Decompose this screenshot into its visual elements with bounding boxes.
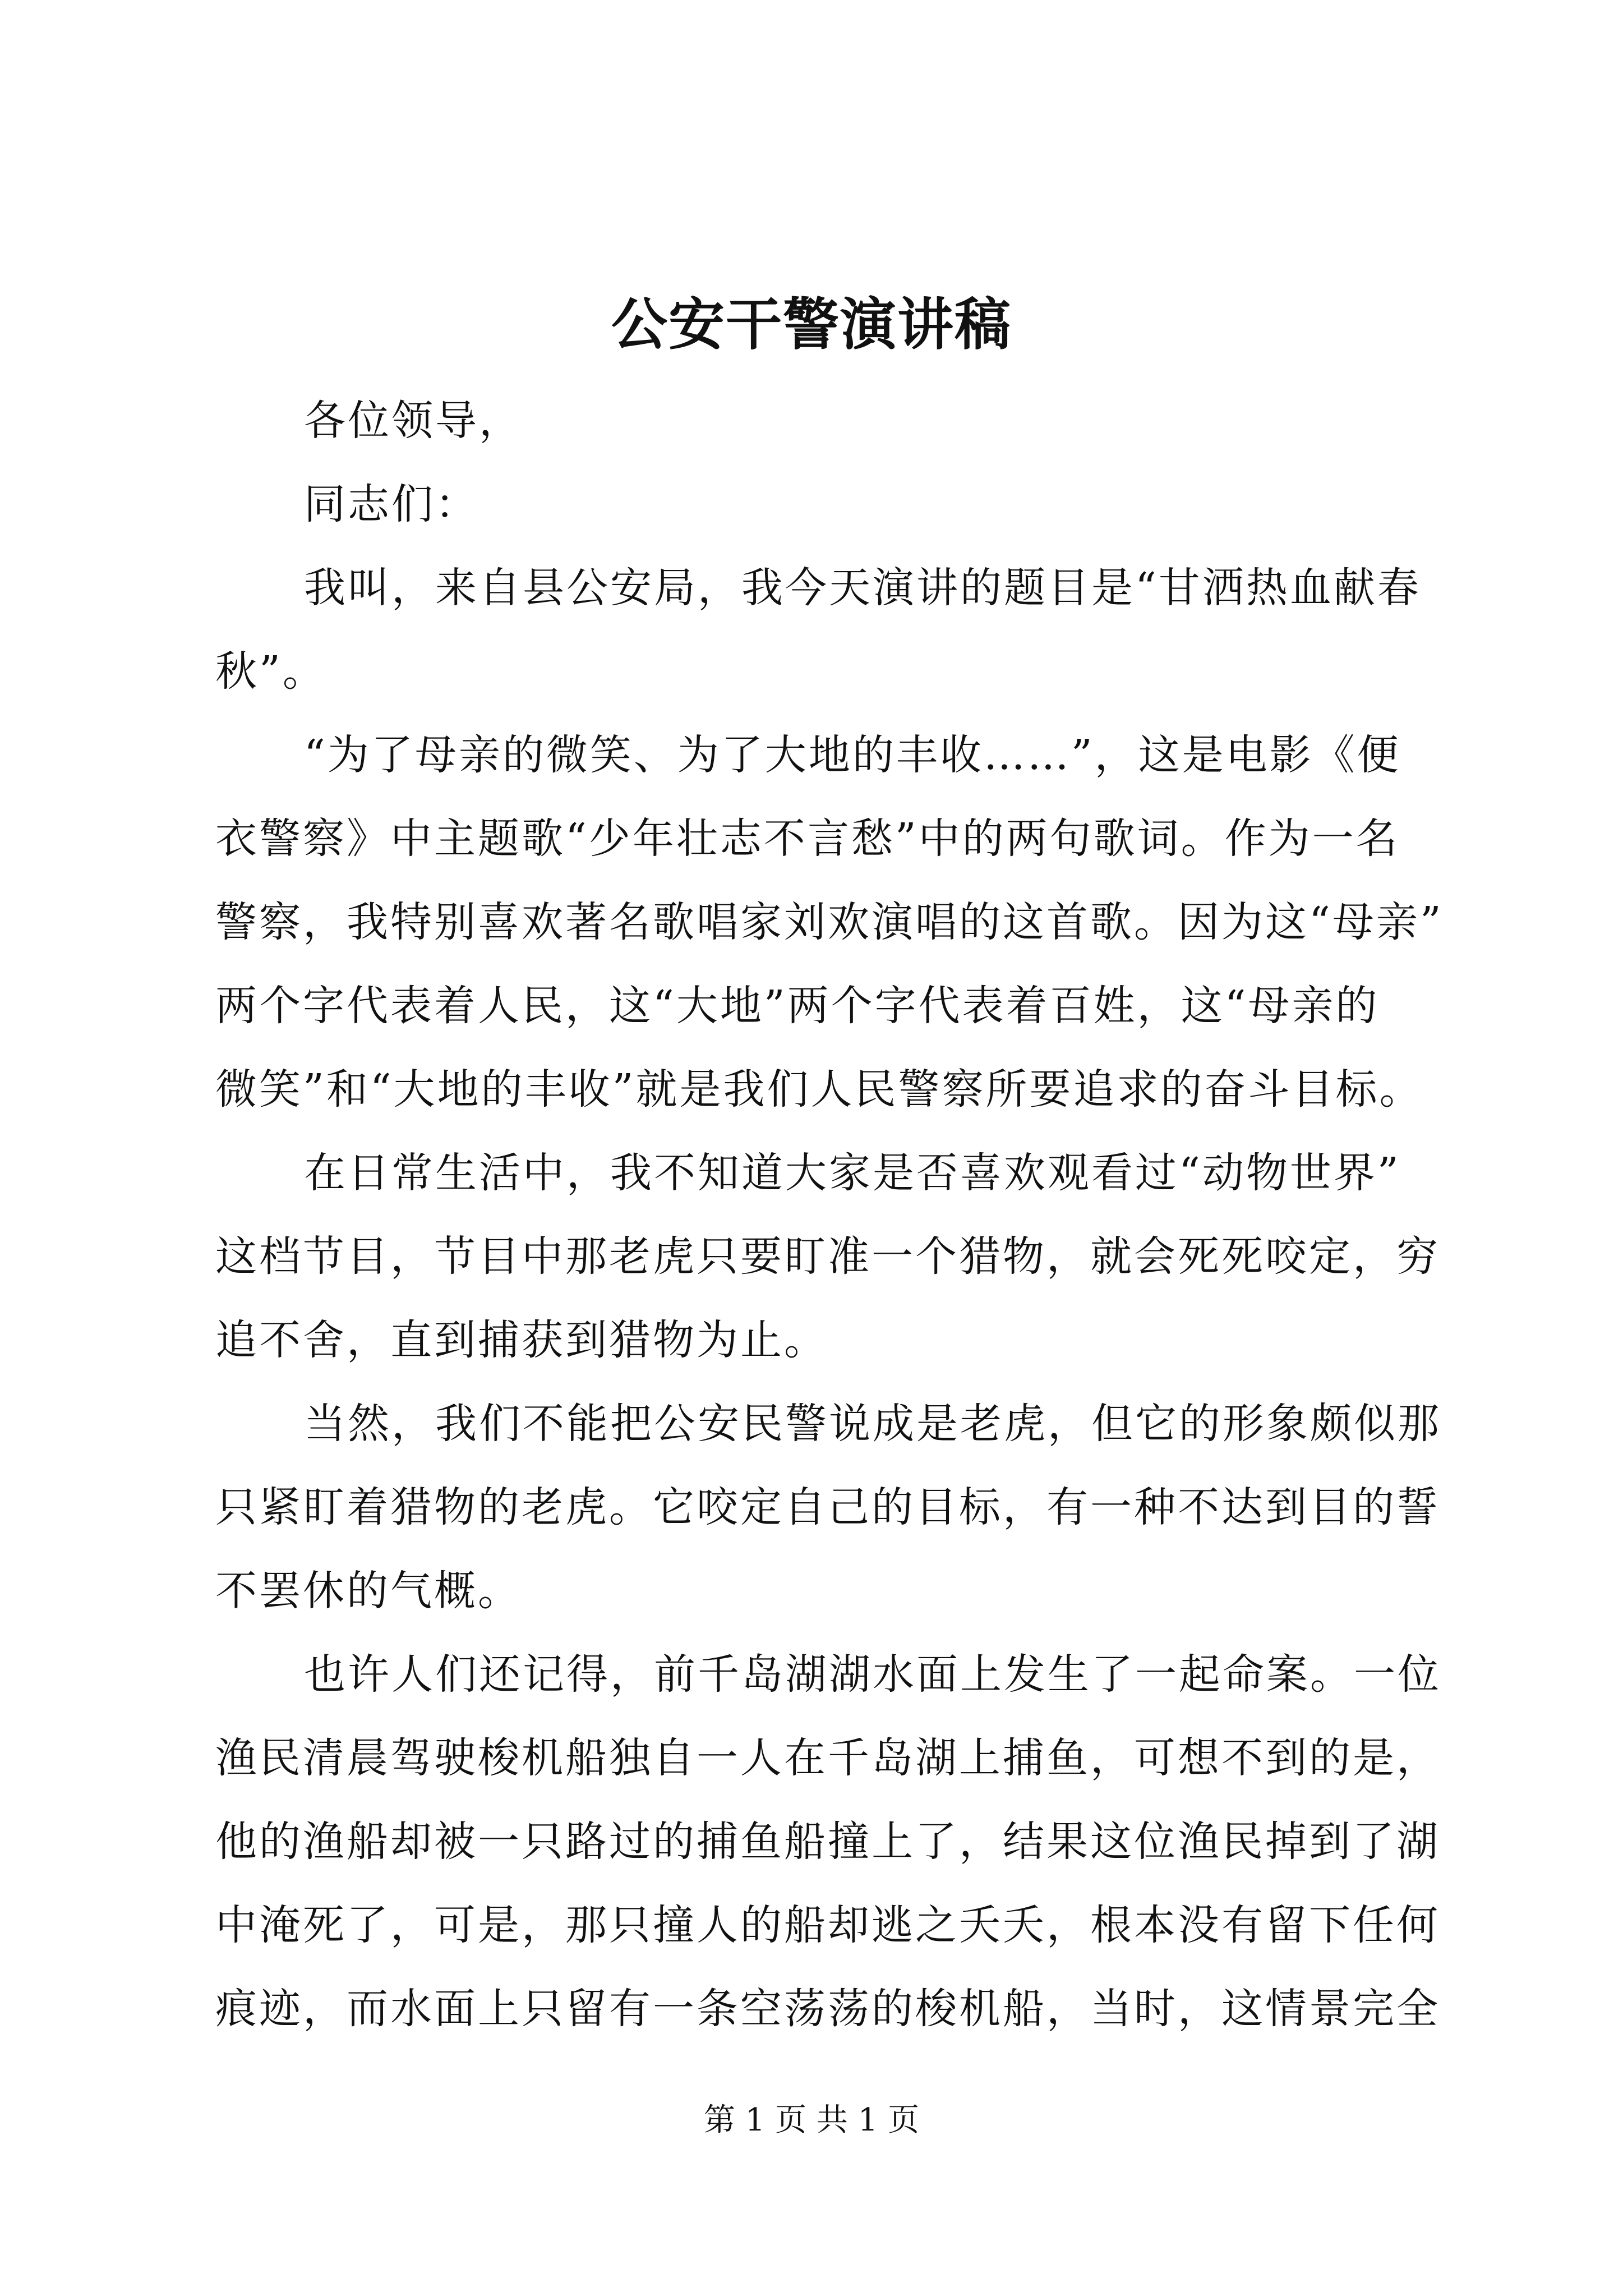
- body-line: 我叫，来自县公安局，我今天演讲的题目是“甘洒热血献春: [304, 564, 1421, 612]
- body-line: 当然，我们不能把公安民警说成是老虎，但它的形象颇似那: [304, 1400, 1441, 1448]
- body-line: 警察，我特别喜欢著名歌唱家刘欢演唱的这首歌。因为这“母亲”: [215, 898, 1444, 946]
- body-line: 两个字代表着人民，这“大地”两个字代表着百姓，这“母亲的: [215, 982, 1380, 1030]
- body-line: 只紧盯着猎物的老虎。它咬定自己的目标，有一种不达到目的誓: [215, 1483, 1440, 1531]
- body-line: 微笑”和“大地的丰收”就是我们人民警察所要追求的奋斗目标。: [215, 1065, 1423, 1114]
- page-footer: 第 1 页 共 1 页: [703, 2102, 920, 2138]
- body-line: 追不舍，直到捕获到猎物为止。: [215, 1316, 828, 1364]
- body-line: 也许人们还记得，前千岛湖湖水面上发生了一起命案。一位: [304, 1650, 1441, 1699]
- body-line: 痕迹，而水面上只留有一条空荡荡的梭机船，当时，这情景完全: [215, 1985, 1440, 2033]
- body-line: 这档节目，节目中那老虎只要盯准一个猎物，就会死死咬定，穷: [215, 1232, 1440, 1281]
- body-line: 不罢休的气概。: [215, 1567, 522, 1615]
- body-line: 在日常生活中，我不知道大家是否喜欢观看过“动物世界”: [304, 1149, 1401, 1197]
- body-line: 同志们：: [304, 480, 479, 528]
- body-line: 衣警察》中主题歌“少年壮志不言愁”中的两句歌词。作为一名: [215, 815, 1400, 863]
- body-line: 渔民清晨驾驶梭机船独自一人在千岛湖上捕鱼，可想不到的是，: [215, 1734, 1440, 1782]
- body-line: 中淹死了，可是，那只撞人的船却逃之夭夭，根本没有留下任何: [215, 1901, 1440, 1949]
- body-line: 秋”。: [215, 647, 326, 696]
- body-line: 他的渔船却被一只路过的捕鱼船撞上了，结果这位渔民掉到了湖: [215, 1818, 1440, 1866]
- page-title: 公安干警演讲稿: [611, 291, 1012, 357]
- body-line: 各位领导，: [304, 397, 523, 445]
- speech-body: [215, 379, 1444, 2051]
- body-line: “为了母亲的微笑、为了大地的丰收……”，这是电影《便: [304, 731, 1401, 779]
